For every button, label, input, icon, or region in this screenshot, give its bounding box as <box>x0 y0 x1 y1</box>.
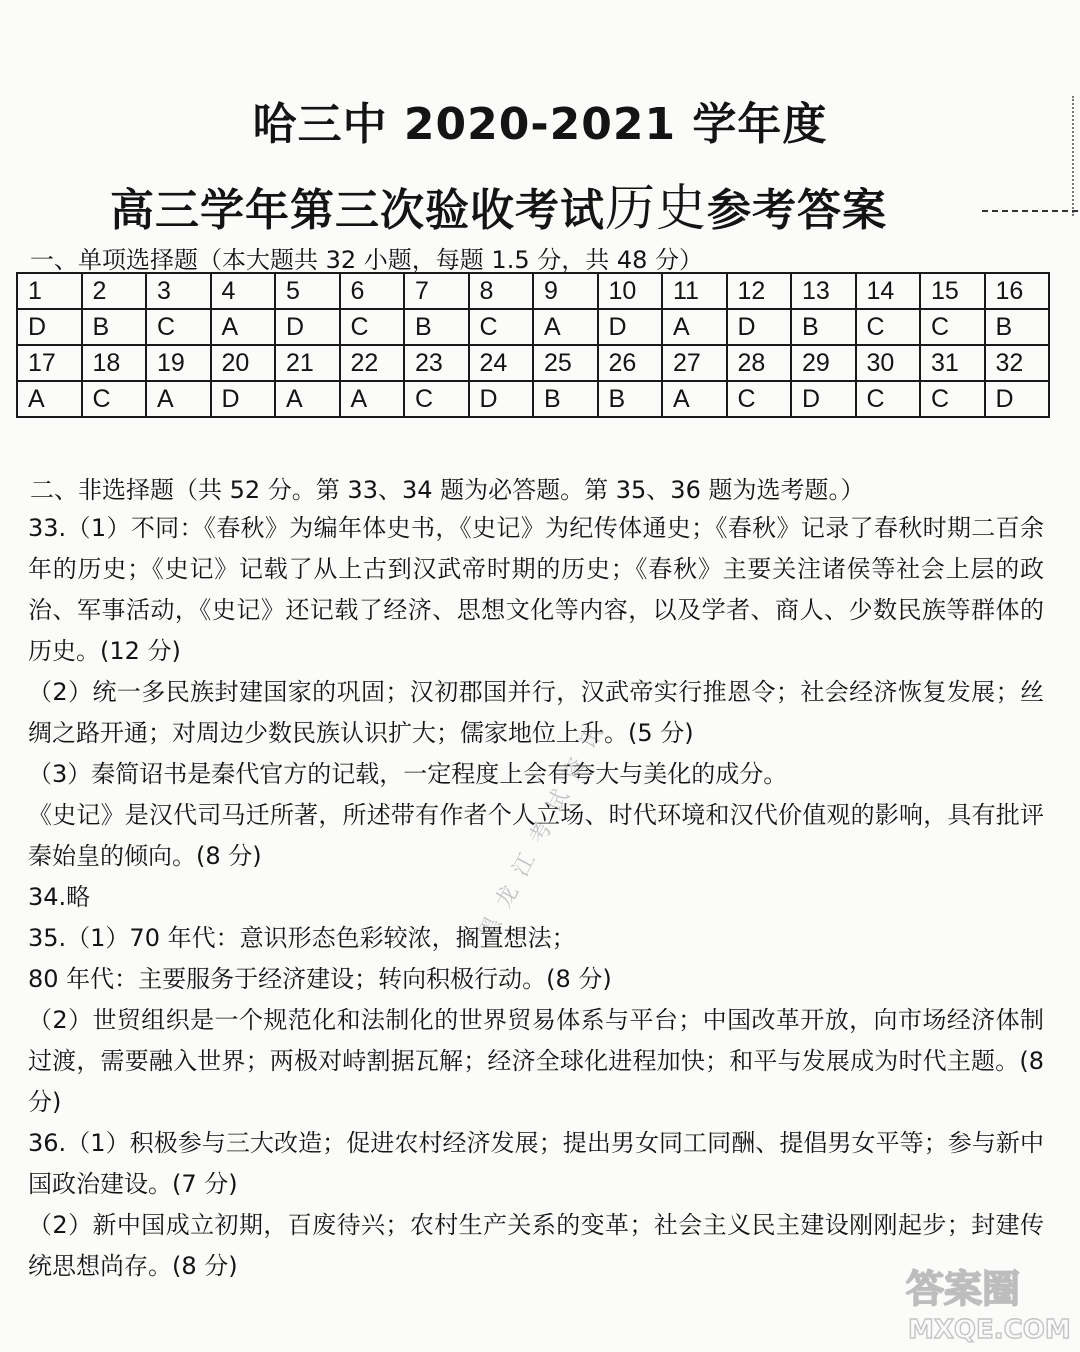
answer-cell: B <box>985 309 1050 345</box>
answer-cell: B <box>404 309 469 345</box>
question-number-cell: 20 <box>211 345 276 381</box>
answer-cell: D <box>469 381 534 417</box>
answer-table <box>16 272 1050 418</box>
answer-cell: B <box>791 309 856 345</box>
answer-cell: A <box>275 381 340 417</box>
question-number-cell: 12 <box>727 273 792 309</box>
question-number-cell: 23 <box>404 345 469 381</box>
watermark-logo-text: 答案圈 <box>906 1267 1021 1311</box>
answer-cell: C <box>340 309 405 345</box>
answer-key-row <box>17 309 1049 345</box>
question-number-row <box>17 273 1049 309</box>
question-number-cell: 22 <box>340 345 405 381</box>
question-number-cell: 17 <box>17 345 82 381</box>
subject-name: 历史 <box>605 179 707 237</box>
question-number-cell: 14 <box>856 273 921 309</box>
answer-paragraph: 《史记》是汉代司马迁所著，所述带有作者个人立场、时代环境和汉代价值观的影响，具有批评秦始皇的倾向。(8 分) <box>28 801 1044 870</box>
answer-cell: A <box>662 309 727 345</box>
answer-paragraph: （2）新中国成立初期，百废待兴；农村生产关系的变革；社会主义民主建设刚刚起步；封建传统思想尚存。(8 分) <box>28 1211 1044 1280</box>
question-number-cell: 5 <box>275 273 340 309</box>
answer-cell: B <box>533 381 598 417</box>
answer-cell: C <box>469 309 534 345</box>
answer-cell: A <box>17 381 82 417</box>
answer-cell: D <box>727 309 792 345</box>
question-number-cell: 28 <box>727 345 792 381</box>
answer-paragraph: （2）世贸组织是一个规范化和法制化的世界贸易体系与平台；中国改革开放，向市场经济体制过渡，需要融入世界；两极对峙割据瓦解；经济全球化进程加快；和平与发展成为时代主题。(8 分) <box>28 1006 1044 1116</box>
answer-cell: A <box>662 381 727 417</box>
question-number-cell: 9 <box>533 273 598 309</box>
answer-paragraph: 34.略 <box>28 883 91 911</box>
answer-cell: A <box>340 381 405 417</box>
answer-cell: C <box>82 381 147 417</box>
watermark-diagonal-text: 黑龙江考试资讯 <box>474 709 615 945</box>
answer-cell: C <box>146 309 211 345</box>
page-title: 哈三中 2020-2021 学年度 <box>252 99 828 150</box>
question-number-cell: 31 <box>920 345 985 381</box>
question-number-cell: 29 <box>791 345 856 381</box>
answer-cell: A <box>533 309 598 345</box>
answer-cell: D <box>17 309 82 345</box>
answer-paragraph: 33.（1）不同：《春秋》为编年体史书，《史记》为纪传体通史；《春秋》记录了春秋时期二百余年的历史；《史记》记载了从上古到汉武帝时期的历史；《春秋》主要关注诸侯等社会上层的政治、军事活动，《史记》还记载了经济、思想文化等内容，以及学者、商人、少数民族等群体的历史。(12 分) <box>28 514 1044 665</box>
question-number-cell: 21 <box>275 345 340 381</box>
question-number-cell: 18 <box>82 345 147 381</box>
question-number-cell: 2 <box>82 273 147 309</box>
answer-key-row <box>17 381 1049 417</box>
question-number-cell: 10 <box>598 273 663 309</box>
question-number-cell: 32 <box>985 345 1050 381</box>
answer-cell: A <box>211 309 276 345</box>
answer-cell: C <box>856 309 921 345</box>
answer-cell: D <box>598 309 663 345</box>
question-number-cell: 24 <box>469 345 534 381</box>
question-number-cell: 3 <box>146 273 211 309</box>
question-number-cell: 8 <box>469 273 534 309</box>
question-number-row <box>17 345 1049 381</box>
answer-paragraph: 36.（1）积极参与三大改造；促进农村经济发展；提出男女同工同酬、提倡男女平等；参与新中国政治建设。(7 分) <box>28 1129 1044 1198</box>
answer-cell: C <box>727 381 792 417</box>
answer-cell: B <box>598 381 663 417</box>
answer-paragraph: （2）统一多民族封建国家的巩固；汉初郡国并行，汉武帝实行推恩令；社会经济恢复发展；丝绸之路开通；对周边少数民族认识扩大；儒家地位上升。(5 分) <box>28 678 1044 747</box>
answer-cell: D <box>275 309 340 345</box>
answer-cell: C <box>920 309 985 345</box>
question-number-cell: 26 <box>598 345 663 381</box>
answer-cell: C <box>856 381 921 417</box>
question-number-cell: 16 <box>985 273 1050 309</box>
question-number-cell: 11 <box>662 273 727 309</box>
question-number-cell: 15 <box>920 273 985 309</box>
watermark-logo-url: MXQE.COM <box>908 1315 1071 1345</box>
question-number-cell: 25 <box>533 345 598 381</box>
answer-cell: D <box>791 381 856 417</box>
answer-cell: B <box>82 309 147 345</box>
answer-paragraph: 80 年代：主要服务于经济建设；转向积极行动。(8 分) <box>28 965 612 993</box>
title-dashed-rule <box>982 210 1078 212</box>
answer-paragraph: （3）秦简诏书是秦代官方的记载，一定程度上会有夸大与美化的成分。 <box>28 760 788 788</box>
question-number-cell: 4 <box>211 273 276 309</box>
section-2-heading: 二、非选择题（共 52 分。第 33、34 题为必答题。第 35、36 题为选考题。） <box>30 476 865 504</box>
subtitle-suffix: 参考答案 <box>707 185 887 236</box>
section-1-heading: 一、单项选择题（本大题共 32 小题，每题 1.5 分，共 48 分） <box>30 246 704 274</box>
question-number-cell: 19 <box>146 345 211 381</box>
answer-cell: C <box>920 381 985 417</box>
question-number-cell: 13 <box>791 273 856 309</box>
question-number-cell: 27 <box>662 345 727 381</box>
answer-cell: C <box>404 381 469 417</box>
answer-cell: D <box>985 381 1050 417</box>
question-number-cell: 30 <box>856 345 921 381</box>
subtitle-prefix: 高三学年第三次验收考试 <box>110 185 605 236</box>
question-number-cell: 7 <box>404 273 469 309</box>
page-subtitle <box>110 168 887 240</box>
answer-cell: A <box>146 381 211 417</box>
answer-cell: D <box>211 381 276 417</box>
question-number-cell: 6 <box>340 273 405 309</box>
answer-explanations <box>28 508 1044 1287</box>
answer-paragraph: 35.（1）70 年代：意识形态色彩较浓，搁置想法； <box>28 924 576 952</box>
question-number-cell: 1 <box>17 273 82 309</box>
